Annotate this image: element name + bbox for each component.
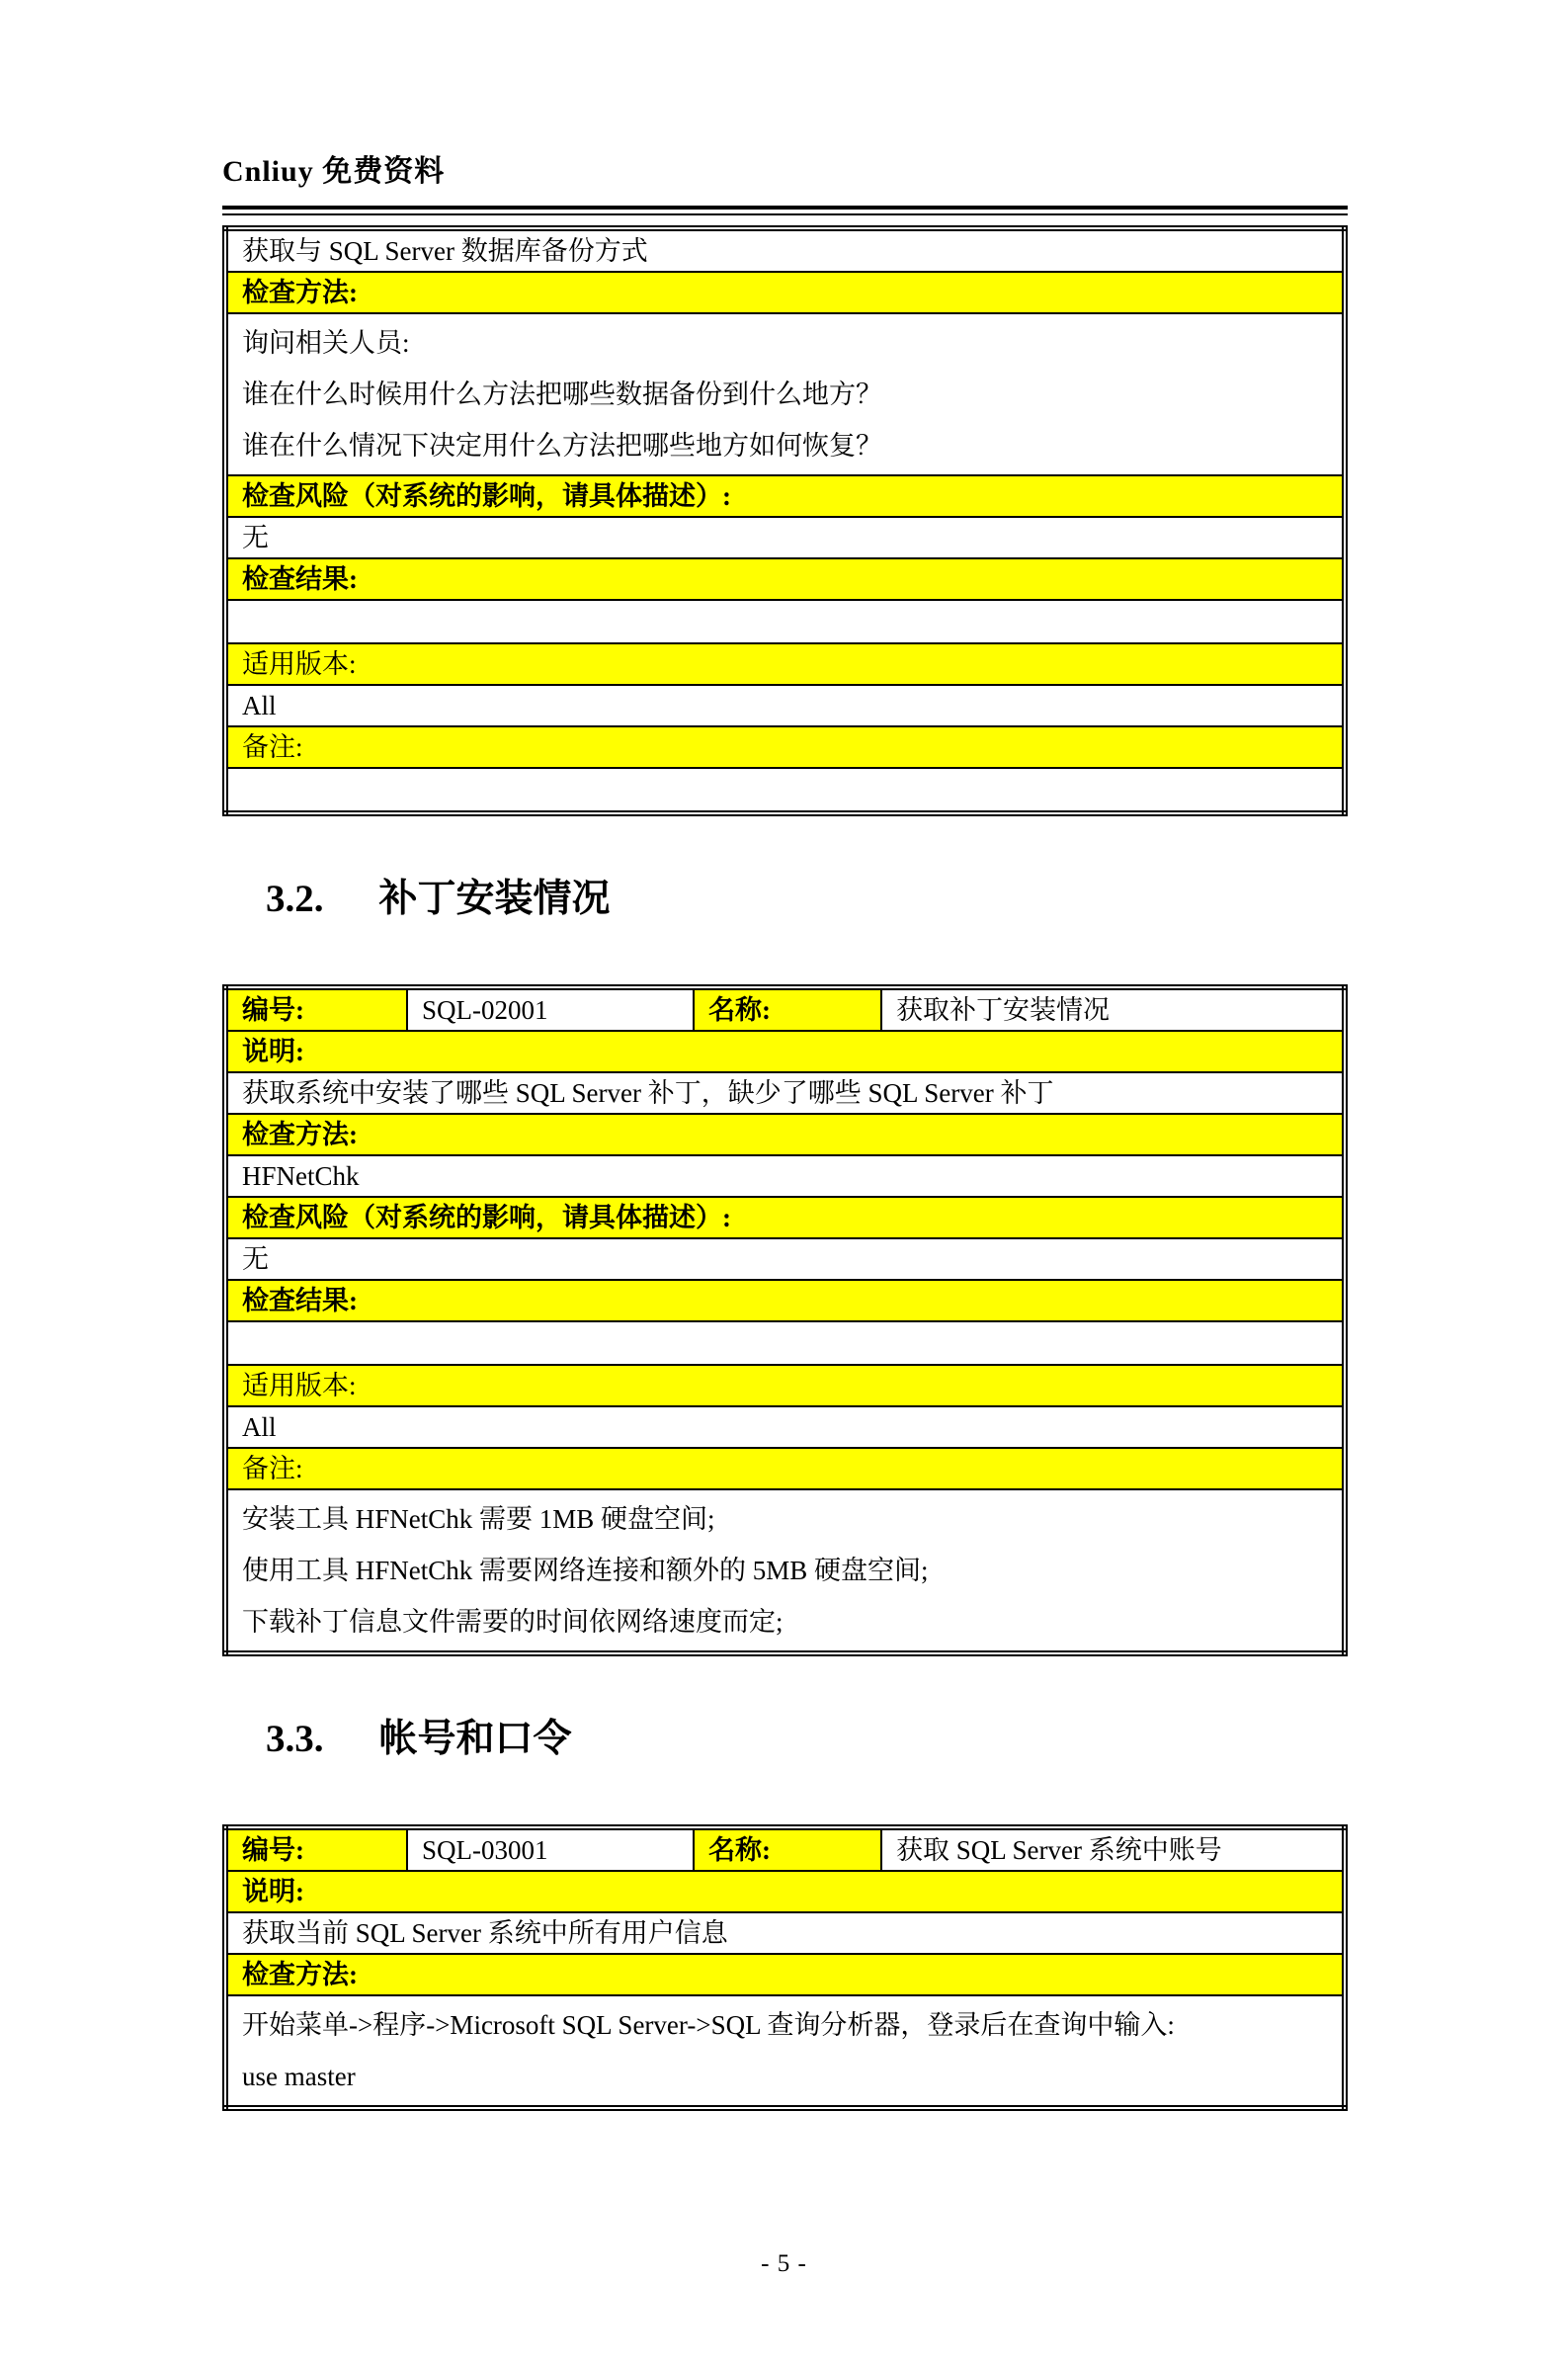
backup-description-cell: 获取与 SQL Server 数据库备份方式 [225, 228, 1345, 272]
table-row [225, 1238, 1345, 1280]
table-row [225, 1197, 1345, 1238]
note-line: 安装工具 HFNetChk 需要 1MB 硬盘空间; [242, 1504, 715, 1534]
table-row [225, 987, 1345, 1031]
method-line: 开始菜单->程序->Microsoft SQL Server->SQL 查询分析器，登录后在查询中输入: [242, 2010, 1175, 2040]
name-label-cell: 名称: [694, 1827, 881, 1871]
table-row [225, 475, 1345, 517]
method-line: 谁在什么时候用什么方法把哪些数据备份到什么地方？ [242, 380, 882, 409]
table-row [225, 1072, 1345, 1114]
table-row [225, 1954, 1345, 1995]
name-value-cell: 获取补丁安装情况 [881, 987, 1345, 1031]
section-number: 3.2. [266, 878, 324, 920]
page-header: Cnliuy 免费资料 [222, 155, 446, 188]
note-line: 下载补丁信息文件需要的时间依网络速度而定; [242, 1607, 784, 1637]
id-value-cell: SQL-03001 [407, 1827, 694, 1871]
table-row [225, 1995, 1345, 2108]
table-row [225, 313, 1345, 475]
method-label-cell: 检查方法: [225, 1114, 1345, 1155]
table-row [225, 1280, 1345, 1321]
result-value-cell [225, 600, 1345, 643]
patch-table [222, 984, 1348, 1656]
method-line: 谁在什么情况下决定用什么方法把哪些地方如何恢复？ [242, 431, 882, 461]
method-value-cell [225, 313, 1345, 475]
note-label-cell: 备注: [225, 1448, 1345, 1489]
section-title: 帐号和口令 [378, 1718, 572, 1760]
table-row [225, 600, 1345, 643]
table-row [225, 685, 1345, 726]
table-row [225, 1365, 1345, 1406]
method-value-cell [225, 1995, 1345, 2108]
note-value-cell [225, 768, 1345, 813]
document-page [222, 146, 1348, 2111]
backup-table [222, 225, 1348, 816]
name-label-cell: 名称: [694, 987, 881, 1031]
method-line: use master [242, 2062, 356, 2091]
method-label-cell: 检查方法: [225, 1954, 1345, 1995]
table-row [225, 558, 1345, 600]
table-row [225, 1912, 1345, 1954]
section-heading-3-3 [266, 1708, 1348, 1763]
version-label-cell: 适用版本: [225, 1365, 1345, 1406]
table-row [225, 1114, 1345, 1155]
section-title: 补丁安装情况 [378, 878, 611, 920]
id-value-cell: SQL-02001 [407, 987, 694, 1031]
method-value-cell: HFNetChk [225, 1155, 1345, 1197]
table-row [225, 1827, 1345, 1871]
version-value-cell: All [225, 685, 1345, 726]
note-value-cell [225, 1489, 1345, 1653]
method-line: 询问相关人员: [242, 328, 410, 358]
table-row [225, 1489, 1345, 1653]
table-row [225, 768, 1345, 813]
desc-value-cell: 获取系统中安装了哪些 SQL Server 补丁，缺少了哪些 SQL Server 补丁 [225, 1072, 1345, 1114]
table-row [225, 1031, 1345, 1072]
desc-value-cell: 获取当前 SQL Server 系统中所有用户信息 [225, 1912, 1345, 1954]
desc-label-cell: 说明: [225, 1031, 1345, 1072]
table-row [225, 1406, 1345, 1448]
table-row [225, 272, 1345, 313]
table-row [225, 1155, 1345, 1197]
table-row [225, 1871, 1345, 1912]
result-value-cell [225, 1321, 1345, 1365]
result-label-cell: 检查结果: [225, 1280, 1345, 1321]
version-label-cell: 适用版本: [225, 643, 1345, 685]
version-value-cell: All [225, 1406, 1345, 1448]
id-label-cell: 编号: [225, 1827, 407, 1871]
desc-label-cell: 说明: [225, 1871, 1345, 1912]
section-heading-3-2 [266, 868, 1348, 923]
table-row [225, 228, 1345, 272]
risk-value-cell: 无 [225, 517, 1345, 558]
result-label-cell: 检查结果: [225, 558, 1345, 600]
table-row [225, 1321, 1345, 1365]
risk-label-cell: 检查风险（对系统的影响，请具体描述）: [225, 1197, 1345, 1238]
section-number: 3.3. [266, 1718, 324, 1760]
name-value-cell: 获取 SQL Server 系统中账号 [881, 1827, 1345, 1871]
note-line: 使用工具 HFNetChk 需要网络连接和额外的 5MB 硬盘空间; [242, 1556, 929, 1585]
risk-value-cell: 无 [225, 1238, 1345, 1280]
note-label-cell: 备注: [225, 726, 1345, 768]
table-row [225, 726, 1345, 768]
table-row [225, 517, 1345, 558]
id-label-cell: 编号: [225, 987, 407, 1031]
account-table [222, 1824, 1348, 2111]
risk-label-cell: 检查风险（对系统的影响，请具体描述）: [225, 475, 1345, 517]
page-number: - 5 - [761, 2250, 807, 2277]
method-label-cell: 检查方法: [225, 272, 1345, 313]
table-row [225, 1448, 1345, 1489]
header-rule [222, 206, 1348, 215]
table-row [225, 643, 1345, 685]
